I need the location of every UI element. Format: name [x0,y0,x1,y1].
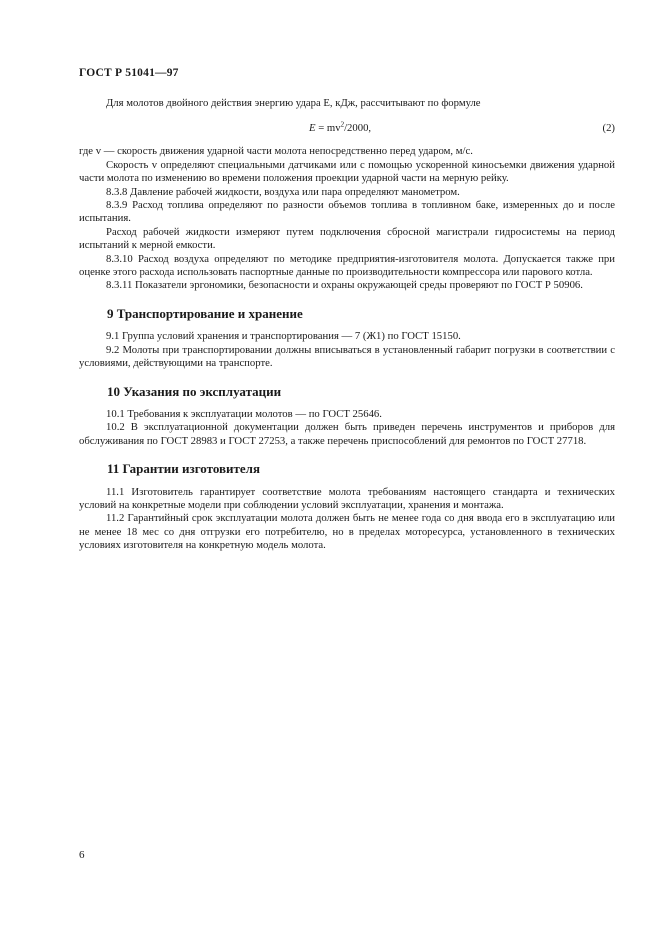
formula-2 [79,122,615,136]
formula-rhs: = mv [318,122,341,135]
paragraph-fluid-consumption: Расход рабочей жидкости измеряют путем подключения сбросной магистрали гидросистемы на период испытаний к мерной емкости. [79,225,615,252]
section-11-heading: 11 Гарантии изготовителя [107,461,261,477]
paragraph-10-2: 10.2 В эксплуатационной документации должен быть приведен перечень инструментов и приборов для обслуживания по ГОСТ 28983 и ГОСТ 27253, а также перечень приспособлений для ремонтов по ГОСТ 27718. [79,421,615,447]
paragraph-energy-intro: Для молотов двойного действия энергию удара E, кДж, рассчитывают по формуле [106,97,481,109]
formula-number: (2) [602,122,615,135]
paragraph-speed: Скорость v определяют специальными датчиками или с помощью ускоренной киносъемки движения ударной части молота по изменению во времени положения проекции ударной части на мерную рейку. [79,158,615,185]
paragraph-11-1: 11.1 Изготовитель гарантирует соответствие молота требованиям настоящего стандарта и технических условий на конкретные модели при соблюдении условий эксплуатации, хранения и монтажа. [79,485,615,511]
paragraph-8-3-11: 8.3.11 Показатели эргономики, безопасности и охраны окружающей среды проверяют по ГОСТ Р 50906. [106,279,583,292]
paragraph-9-1: 9.1 Группа условий хранения и транспортирования — 7 (Ж1) по ГОСТ 15150. [106,330,461,343]
page-number: 6 [79,849,85,861]
formula-exponent: 2 [340,120,345,129]
document-body [79,97,615,553]
section-9-heading: 9 Транспортирование и хранение [107,305,303,321]
paragraph-8-3-10: 8.3.10 Расход воздуха определяют по методике предприятия-изготовителя молота. Допускается также при оценке этого расхода использовать паспортные данные по производительности компрессора или парового котла. [79,252,615,279]
formula-expression [309,122,371,135]
formula-tail: /2000, [344,122,372,135]
paragraph-10-1: 10.1 Требования к эксплуатации молотов — по ГОСТ 25646. [106,407,382,420]
formula-lhs: E [309,122,316,135]
paragraph-8-3-8: 8.3.8 Давление рабочей жидкости, воздуха или пара определяют манометром. [106,185,460,198]
paragraph-where-v: где v — скорость движения ударной части молота непосредственно перед ударом, м/с. [79,145,473,158]
paragraph-8-3-9: 8.3.9 Расход топлива определяют по разности объемов топлива в топливном баке, измеренных до и после испытания. [79,199,615,225]
paragraph-9-2: 9.2 Молоты при транспортировании должны вписываться в установленный габарит погрузки в соответствии с условиями, действующими на транспорте. [79,343,615,370]
section-10-heading: 10 Указания по эксплуатации [107,383,282,399]
document-header: ГОСТ Р 51041—97 [79,67,179,79]
paragraph-11-2: 11.2 Гарантийный срок эксплуатации молота должен быть не менее года со дня ввода его в эксплуатацию или не менее 18 мес со дня отгрузки его потребителю, но в пределах моторесурса, установленного в технических условиях изготовителя на конкретную модель молота. [79,512,615,552]
